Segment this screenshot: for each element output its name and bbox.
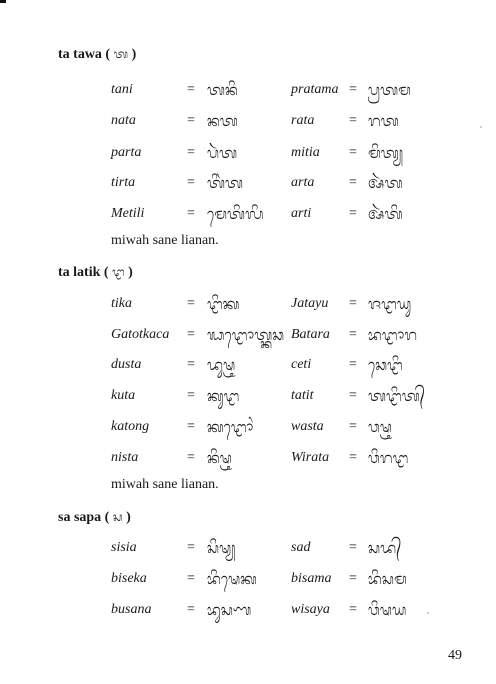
balinese-word: ᬓᬝᭀᬂ (207, 418, 254, 436)
scan-speck (427, 612, 429, 614)
list-item (0, 417, 496, 437)
balinese-word: ᬲᬶᬱ᭄ᬬ (207, 539, 236, 557)
scan-speck (480, 126, 482, 128)
latin-word: dusta (111, 357, 142, 372)
balinese-word: ᬢᬝᬶᬢ᭄ (368, 387, 426, 405)
latin-word: Wirata (291, 450, 330, 465)
balinese-word: ᬪᬶᬱᬾᬓ (207, 570, 257, 588)
balinese-word: ᬲᬤ᭄ (368, 539, 402, 557)
list-item (0, 569, 496, 589)
equals-sign: = (349, 419, 357, 434)
section-title-ta-latik (58, 264, 133, 281)
section-title-glyph: ᬝ (112, 265, 125, 279)
equals-sign: = (187, 450, 195, 465)
section-title-close: ) (128, 265, 133, 280)
section-title-ta-tawa (58, 46, 136, 63)
balinese-word: ᬖᬝᭀᬢ᭄ᬓᬘ (207, 326, 285, 344)
equals-sign: = (187, 357, 195, 372)
latin-word: Batara (291, 327, 330, 342)
equals-sign: = (349, 206, 357, 221)
balinese-word: ᬪᬶᬲᬫ (368, 570, 407, 588)
corner-mark (0, 0, 6, 3)
balinese-word: ᬫᬾᬢᬶᬮᬶ (207, 205, 264, 223)
page-number: 49 (448, 648, 462, 663)
list-item (0, 294, 496, 314)
equals-sign: = (187, 175, 195, 190)
balinese-word: ᬯᬶᬱᬬ (368, 601, 407, 619)
section-title-text: sa sapa ( (58, 510, 110, 525)
latin-word: pratama (291, 82, 339, 97)
list-item (0, 386, 496, 406)
section-note: miwah sane lianan. (111, 477, 219, 492)
equals-sign: = (349, 82, 357, 97)
equals-sign: = (187, 419, 195, 434)
list-item (0, 143, 496, 163)
section-title-sa-sapa (58, 509, 131, 526)
equals-sign: = (187, 571, 195, 586)
equals-sign: = (187, 113, 195, 128)
equals-sign: = (349, 450, 357, 465)
latin-word: wasta (291, 419, 324, 434)
list-item (0, 204, 496, 224)
latin-word: rata (291, 113, 315, 128)
latin-word: sisia (111, 540, 137, 555)
equals-sign: = (349, 540, 357, 555)
balinese-word: ᬢᬶᬃᬢ (207, 174, 244, 192)
balinese-word: ᬅᬃᬢ (368, 174, 403, 192)
latin-word: ceti (291, 357, 312, 372)
latin-word: parta (111, 145, 142, 160)
section-title-text: ta tawa ( (58, 47, 111, 62)
latin-word: nista (111, 450, 139, 465)
section-note: miwah sane lianan. (111, 233, 219, 248)
balinese-word: ᬦᬢ (207, 112, 238, 130)
latin-word: sad (291, 540, 311, 555)
latin-word: mitia (291, 145, 320, 160)
section-title-close: ) (131, 47, 137, 62)
latin-word: nata (111, 113, 136, 128)
latin-word: Jatayu (291, 296, 329, 311)
latin-word: kuta (111, 388, 136, 403)
latin-word: tatit (291, 388, 314, 403)
balinese-word: ᬯᬱ᭄ᬝ (368, 418, 393, 436)
equals-sign: = (349, 388, 357, 403)
balinese-word: ᬧᬃᬢ (207, 144, 238, 162)
balinese-word: ᬘᬾᬝᬶ (368, 356, 403, 374)
list-item (0, 600, 496, 620)
equals-sign: = (187, 388, 195, 403)
list-item (0, 80, 496, 100)
list-item (0, 355, 496, 375)
equals-sign: = (349, 145, 357, 160)
balinese-word: ᬤᬸᬱ᭄ᬝ (207, 356, 236, 374)
balinese-word: ᬝᬶᬓ (207, 295, 240, 313)
section-title-glyph: ᬲ (112, 510, 123, 524)
latin-word: Gatotkaca (111, 327, 170, 342)
balinese-word: ᬪᬝᬵᬭ (368, 326, 418, 344)
balinese-word: ᬓᬸᬝ (207, 387, 240, 405)
balinese-word: ᬅᬃᬢᬶ (368, 205, 403, 223)
balinese-word: ᬚᬝᬬᬸ (368, 295, 412, 313)
latin-word: katong (111, 419, 150, 434)
balinese-word: ᬧ᭄ᬭᬢᬫ (368, 81, 411, 99)
latin-word: arti (291, 206, 312, 221)
balinese-word: ᬢᬦᬶ (207, 81, 238, 99)
equals-sign: = (187, 602, 195, 617)
latin-word: tika (111, 296, 132, 311)
balinese-word: ᬪᬸᬲᬡ (207, 601, 252, 619)
equals-sign: = (187, 145, 195, 160)
equals-sign: = (349, 571, 357, 586)
equals-sign: = (349, 357, 357, 372)
equals-sign: = (187, 82, 195, 97)
balinese-word: ᬫᬶᬢ᭄ᬬ (368, 144, 404, 162)
equals-sign: = (187, 296, 195, 311)
equals-sign: = (349, 327, 357, 342)
equals-sign: = (349, 113, 357, 128)
latin-word: Metili (111, 206, 145, 221)
list-item (0, 325, 496, 345)
equals-sign: = (349, 602, 357, 617)
equals-sign: = (349, 296, 357, 311)
latin-word: tirta (111, 175, 136, 190)
latin-word: wisaya (291, 602, 330, 617)
equals-sign: = (349, 175, 357, 190)
latin-word: biseka (111, 571, 147, 586)
equals-sign: = (187, 206, 195, 221)
list-item (0, 448, 496, 468)
latin-word: tani (111, 82, 133, 97)
latin-word: bisama (291, 571, 332, 586)
equals-sign: = (187, 540, 195, 555)
section-title-text: ta latik ( (58, 265, 109, 280)
equals-sign: = (187, 327, 195, 342)
latin-word: arta (291, 175, 315, 190)
list-item (0, 538, 496, 558)
section-title-close: ) (126, 510, 131, 525)
list-item (0, 111, 496, 131)
list-item (0, 173, 496, 193)
section-title-glyph: ᬢ (113, 47, 129, 61)
balinese-word: ᬯᬶᬭᬝ (368, 449, 409, 467)
balinese-word: ᬭᬢ (368, 112, 399, 130)
balinese-word: ᬦᬶᬱ᭄ᬝ (207, 449, 232, 467)
latin-word: busana (111, 602, 152, 617)
